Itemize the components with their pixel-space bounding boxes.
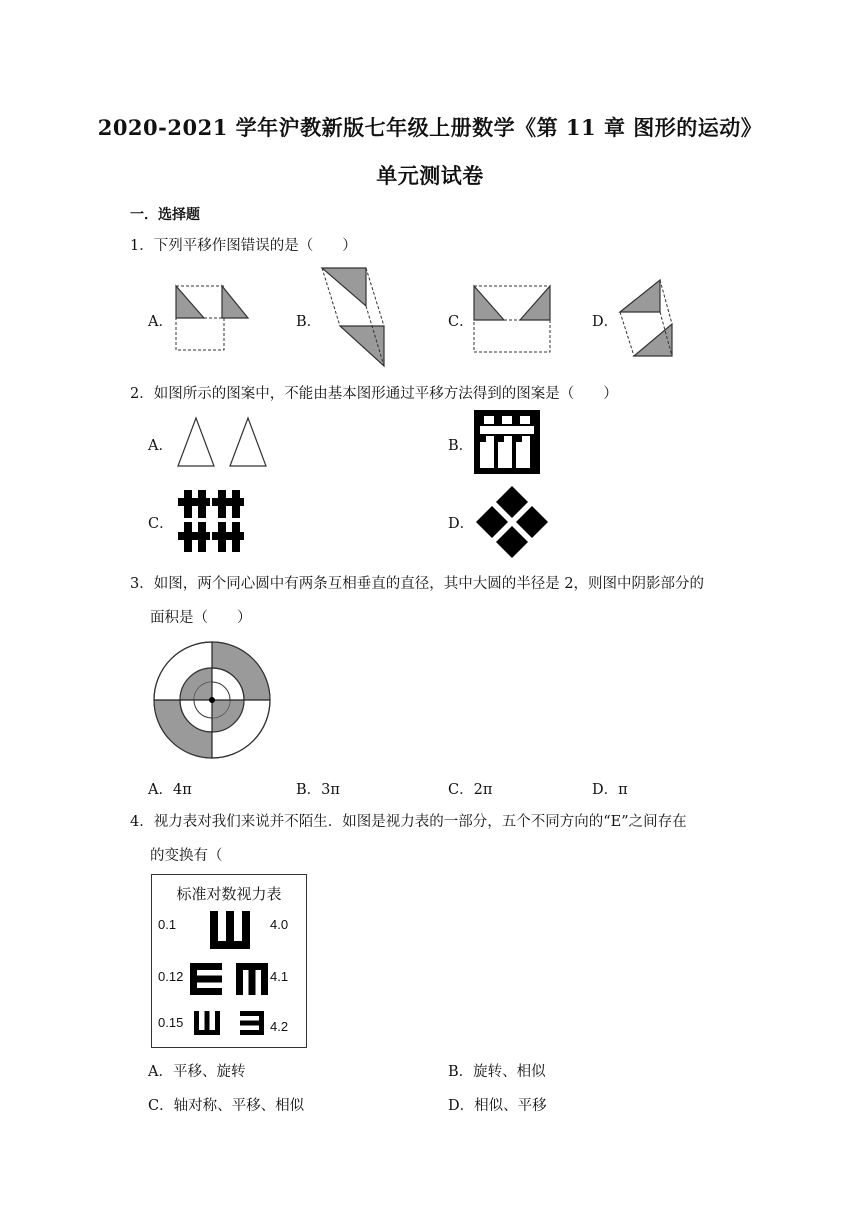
eye-chart-e-down: [236, 963, 268, 995]
eye-chart-row2-left: 0.12: [158, 969, 184, 984]
question-3-text-line1: 3．如图，两个同心圆中有两条互相垂直的直径，其中大圆的半径是 2，则图中阴影部分的: [130, 576, 705, 592]
q1-option-c-figure: [470, 284, 554, 354]
q2-option-a-label: A．: [148, 438, 173, 454]
question-4-text-line1: 4．视力表对我们来说并不陌生．如图是视力表的一部分，五个不同方向的“E”之间存在: [130, 814, 687, 830]
q4-option-d: D．相似、平移: [448, 1098, 547, 1114]
document-title-line1: 2020-2021 学年沪教新版七年级上册数学《第 11 章 图形的运动》: [97, 115, 763, 140]
question-4-text-line2: 的变换有（: [150, 848, 223, 864]
eye-chart-e-up-small: [194, 1011, 220, 1035]
q1-option-d-figure: [614, 276, 678, 360]
q3-concentric-circles-figure: [148, 640, 276, 762]
eye-chart-row2-right: 4.1: [270, 969, 289, 984]
eye-chart-e-up: [210, 911, 250, 949]
q4-option-c: C．轴对称、平移、相似: [148, 1098, 305, 1114]
q1-option-b-label: B．: [296, 314, 322, 330]
question-3-text-line2: 面积是（ ）: [150, 610, 252, 626]
q1-option-b-figure: [318, 266, 390, 368]
q3-option-a: A．4π: [148, 782, 192, 798]
q4-option-b: B．旋转、相似: [448, 1064, 546, 1080]
q1-option-a-figure: [172, 284, 252, 352]
eye-chart-row1-right: 4.0: [270, 917, 289, 932]
eye-chart-e-right: [190, 963, 222, 995]
eye-chart-figure: [151, 874, 307, 1048]
eye-chart-row1-left: 0.1: [158, 917, 177, 932]
q2-option-c-figure: [178, 488, 246, 554]
document-title-line2: 单元测试卷: [376, 163, 484, 188]
q2-option-b-label: B．: [448, 438, 474, 454]
q1-option-d-label: D．: [592, 314, 619, 330]
q3-option-d: D．π: [592, 782, 628, 798]
q2-option-d-label: D．: [448, 516, 475, 532]
q1-option-c-label: C．: [448, 314, 474, 330]
q2-option-b-figure: [474, 410, 540, 474]
eye-chart-heading: 标准对数视力表: [176, 886, 282, 903]
question-2-text: 2．如图所示的图案中，不能由基本图形通过平移方法得到的图案是（ ）: [130, 386, 618, 402]
q3-option-b: B．3π: [296, 782, 340, 798]
q2-option-c-label: C．: [148, 516, 174, 532]
eye-chart-row3-left: 0.15: [158, 1015, 184, 1030]
q1-option-a-label: A．: [148, 314, 173, 330]
question-1-text: 1．下列平移作图错误的是（ ）: [130, 238, 357, 254]
q2-option-a-figure: [176, 416, 272, 468]
section-heading: 一．选择题: [130, 207, 200, 223]
eye-chart-row3-right: 4.2: [270, 1019, 289, 1034]
eye-chart-e-left-small: [240, 1011, 264, 1035]
q3-option-c: C．2π: [448, 782, 493, 798]
q2-option-d-figure: [472, 484, 552, 560]
q4-option-a: A．平移、旋转: [148, 1064, 246, 1080]
